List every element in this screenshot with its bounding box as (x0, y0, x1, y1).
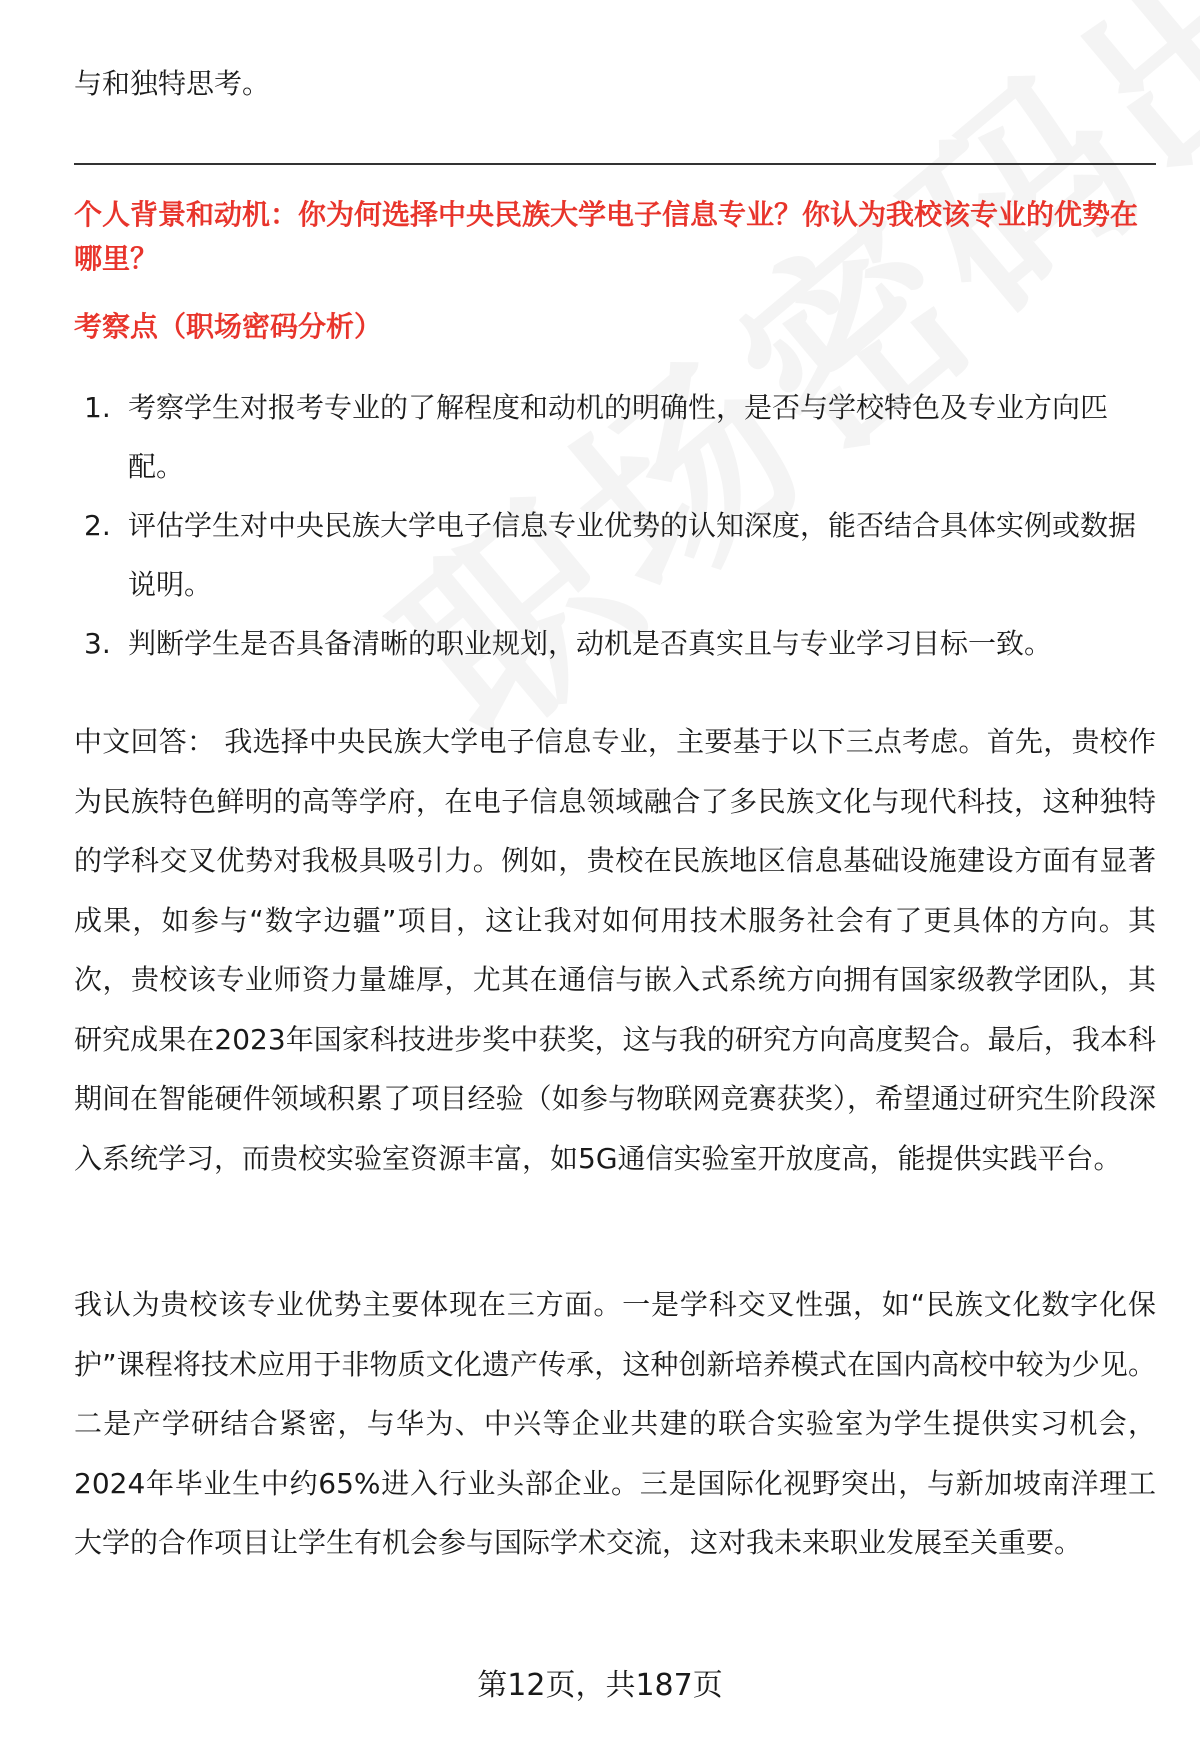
analysis-point-3 (74, 614, 1156, 673)
analysis-point-1 (74, 378, 1156, 496)
analysis-points-list (74, 378, 1156, 673)
answer-paragraph: 中文回答： 我选择中央民族大学电子信息专业，主要基于以下三点考虑。首先，贵校作为民族特色鲜明的高等学府，在电子信息领域融合了多民族文化与现代科技，这种独特的学科交叉优势对我极具吸引力。例如，贵校在民族地区信息基础设施建设方面有显著成果，如参与“数字边疆”项目，这让我对如何用技术服务社会有了更具体的方向。其次，贵校该专业师资力量雄厚，尤其在通信与嵌入式系统方向拥有国家级教学团队，其研究成果在2023年国家科技进步奖中获奖，这与我的研究方向高度契合。最后，我本科期间在智能硬件领域积累了项目经验（如参与物联网竞赛获奖），希望通过研究生阶段深入系统学习，而贵校实验室资源丰富，如5G通信实验室开放度高，能提供实践平台。 (74, 725, 1156, 1175)
point-text: 评估学生对中央民族大学电子信息专业优势的认知深度，能否结合具体实例或数据说明。 (128, 509, 1137, 601)
point-text: 考察学生对报考专业的了解程度和动机的明确性，是否与学校特色及专业方向匹配。 (128, 391, 1109, 483)
question-heading: 个人背景和动机：你为何选择中央民族大学电子信息专业？你认为我校该专业的优势在哪里？ (74, 198, 1139, 275)
point-text: 判断学生是否具备清晰的职业规划，动机是否真实且与专业学习目标一致。 (128, 627, 1053, 660)
advantage-paragraph: 我认为贵校该专业优势主要体现在三方面。一是学科交叉性强，如“民族文化数字化保护”课程将技术应用于非物质文化遗产传承，这种创新培养模式在国内高校中较为少见。二是产学研结合紧密，与华为、中兴等企业共建的联合实验室为学生提供实习机会，2024年毕业生中约65%进入行业头部企业。三是国际化视野突出，与新加坡南洋理工大学的合作项目让学生有机会参与国际学术交流，这对我未来职业发展至关重要。 (74, 1288, 1156, 1559)
continuation-text: 与和独特思考。 (74, 67, 271, 100)
point-number: 2. (84, 509, 111, 542)
section-divider (74, 163, 1156, 165)
analysis-point-2 (74, 496, 1156, 614)
analysis-heading: 考察点（职场密码分析） (74, 310, 383, 343)
point-number: 3. (84, 627, 111, 660)
page-number-footer: 第12页，共187页 (477, 1668, 723, 1703)
point-number: 1. (84, 391, 111, 424)
